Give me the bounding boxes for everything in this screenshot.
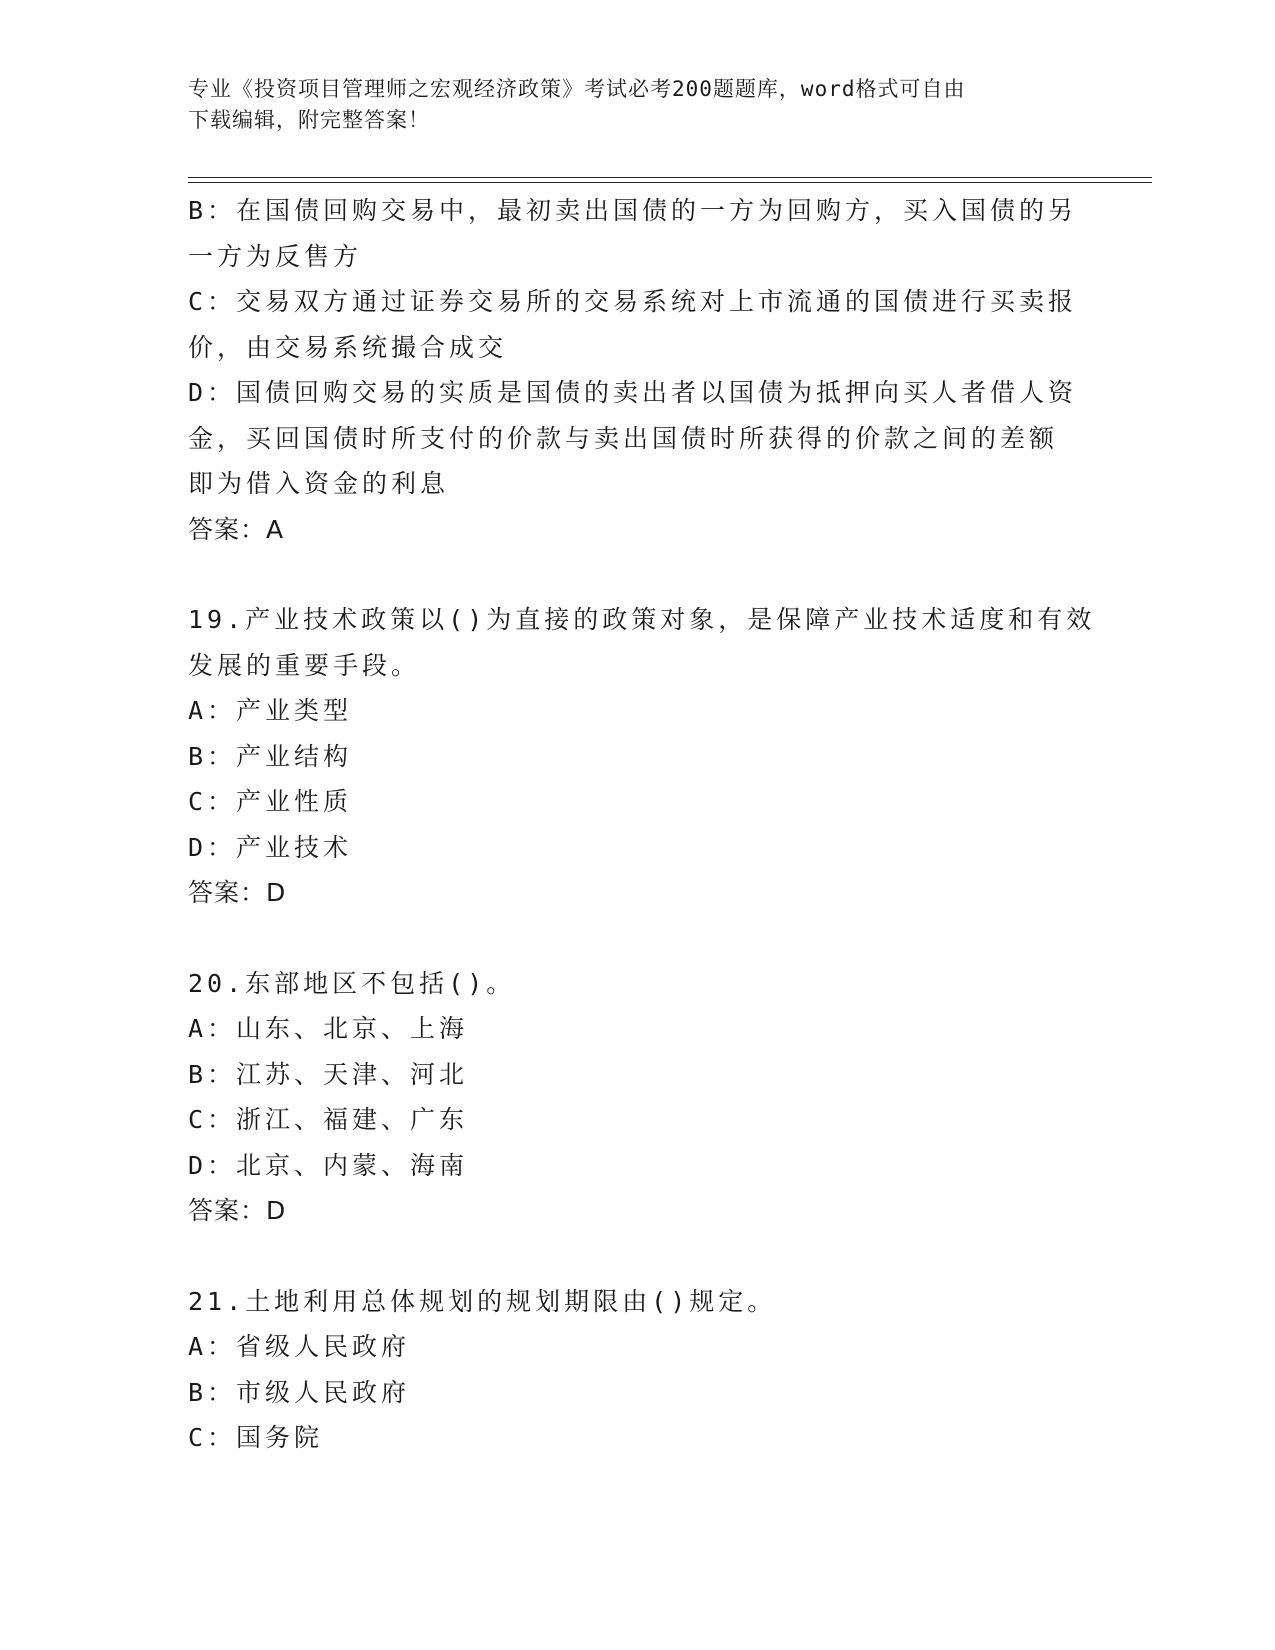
option-c: C：国务院 [188, 1423, 324, 1452]
answer-label: 答案：D [188, 878, 287, 907]
question-21 [188, 1279, 1088, 1461]
answer-label: 答案：A [188, 514, 285, 544]
answer-label: 答案：D [188, 1196, 287, 1225]
question-stem: 21.土地利用总体规划的规划期限由()规定。 [188, 1286, 777, 1316]
spacer [188, 916, 1088, 961]
option-d: D：产业技术 [188, 832, 353, 862]
option-c-line-2: 价，由交易系统撮合成交 [188, 332, 508, 362]
option-c-line-1: C：交易双方通过证券交易所的交易系统对上市流通的国债进行买卖报 [188, 287, 1078, 316]
option-a: A：省级人民政府 [188, 1332, 411, 1361]
header-rule-top [188, 177, 1152, 178]
spacer [188, 552, 1088, 597]
question-19 [188, 597, 1096, 916]
option-b: B：江苏、天津、河北 [188, 1059, 469, 1089]
header-line-2: 下载编辑，附完整答案！ [188, 108, 430, 132]
option-b-line-1: B：在国债回购交易中，最初卖出国债的一方为回购方，买入国债的另 [188, 196, 1078, 225]
spacer [188, 1234, 1088, 1279]
question-18-continued [188, 188, 1088, 552]
option-a: A：产业类型 [188, 696, 353, 725]
option-b: B：市级人民政府 [188, 1377, 411, 1407]
option-b-line-2: 一方为反售方 [188, 241, 363, 271]
question-stem-line-2: 发展的重要手段。 [188, 650, 421, 680]
header-line-1: 专业《投资项目管理师之宏观经济政策》考试必考200题题库，word格式可自由 [188, 77, 966, 101]
document-header [188, 74, 1088, 136]
document-body [188, 188, 1096, 1461]
option-d-line-3: 即为借入资金的利息 [188, 469, 450, 498]
option-a: A：山东、北京、上海 [188, 1014, 469, 1043]
question-stem-line-1: 19.产业技术政策以()为直接的政策对象，是保障产业技术适度和有效 [188, 605, 1096, 634]
option-c: C：产业性质 [188, 787, 353, 816]
option-b: B：产业结构 [188, 741, 353, 771]
option-d-line-1: D：国债回购交易的实质是国债的卖出者以国债为抵押向买人者借人资 [188, 378, 1078, 407]
question-20 [188, 961, 1088, 1234]
question-stem: 20.东部地区不包括()。 [188, 968, 516, 998]
option-d-line-2: 金，买回国债时所支付的价款与卖出国债时所获得的价款之间的差额 [188, 423, 1059, 453]
option-c: C：浙江、福建、广东 [188, 1105, 469, 1134]
option-d: D：北京、内蒙、海南 [188, 1150, 469, 1180]
header-rule-bottom [188, 182, 1152, 183]
